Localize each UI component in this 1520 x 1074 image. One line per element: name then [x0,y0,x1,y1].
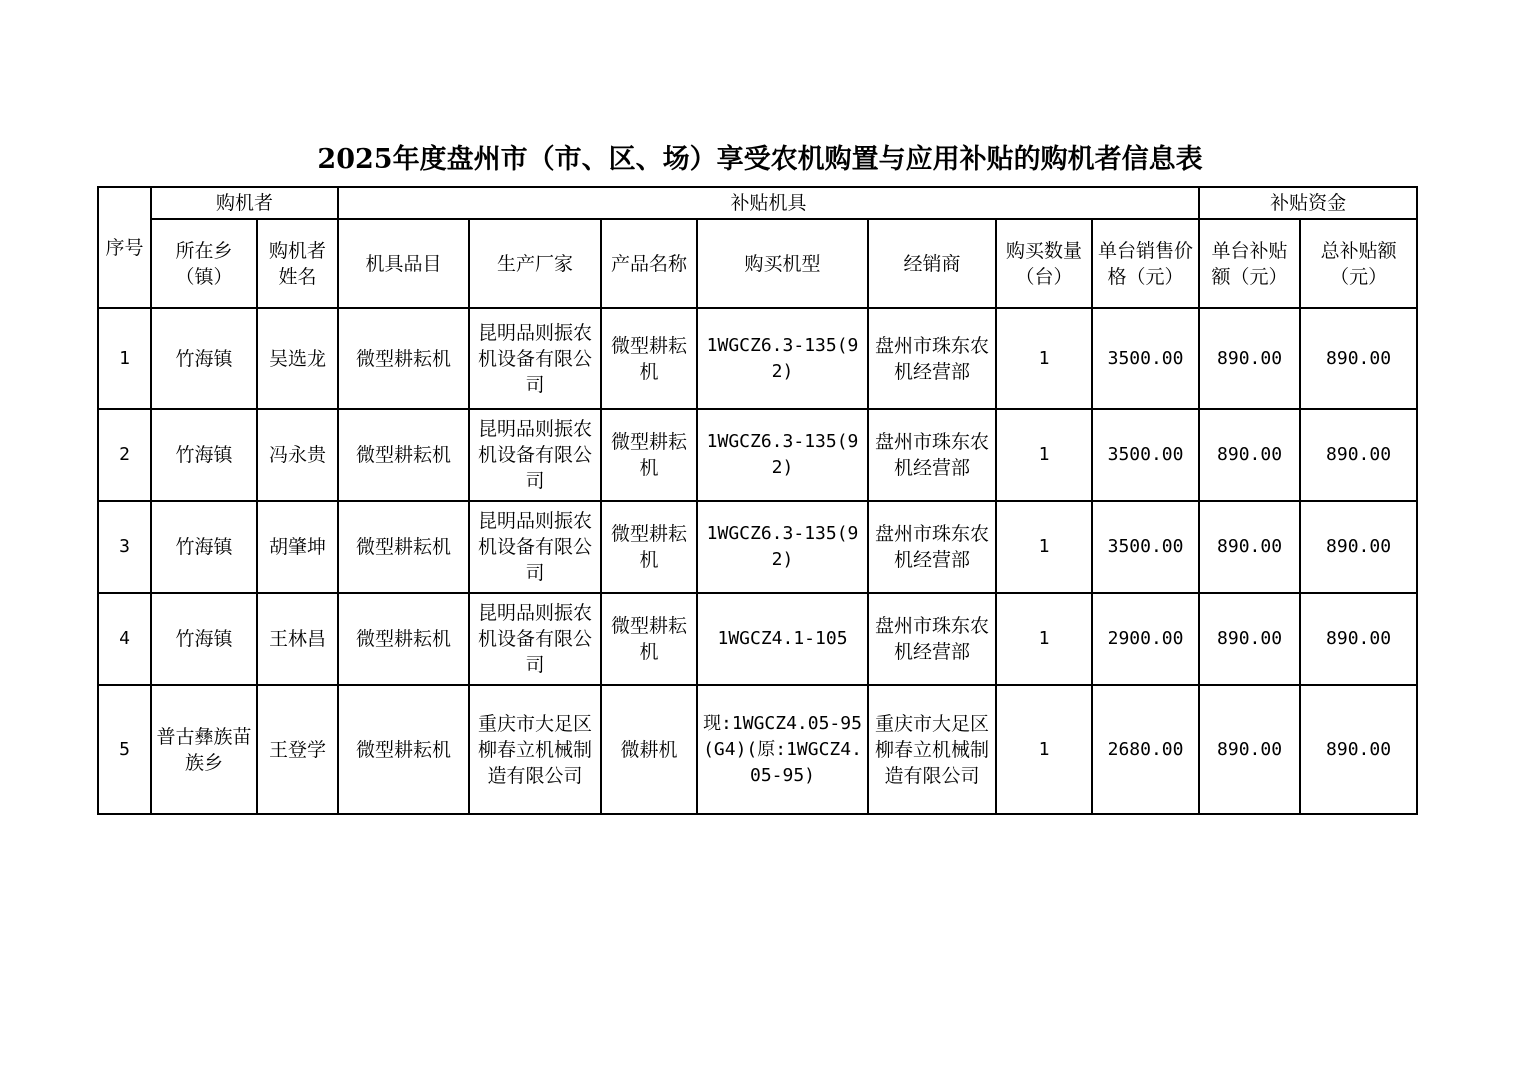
cell-dealer: 盘州市珠东农机经营部 [868,501,996,593]
cell-quantity: 1 [996,593,1092,685]
cell-buyer-name: 冯永贵 [257,409,338,501]
cell-product: 微型耕耘机 [601,308,697,409]
cell-unit-price: 3500.00 [1092,409,1199,501]
header-dealer: 经销商 [868,219,996,308]
header-total-subsidy: 总补贴额（元） [1300,219,1417,308]
cell-manufacturer: 昆明品则振农机设备有限公司 [469,409,601,501]
cell-unit-subsidy: 890.00 [1199,593,1300,685]
header-product: 产品名称 [601,219,697,308]
cell-buyer-name: 吴选龙 [257,308,338,409]
cell-model: 1WGCZ4.1-105 [697,593,868,685]
cell-model: 1WGCZ6.3-135(92) [697,409,868,501]
buyer-info-table [97,186,1418,815]
header-manufacturer: 生产厂家 [469,219,601,308]
cell-unit-subsidy: 890.00 [1199,501,1300,593]
cell-dealer: 盘州市珠东农机经营部 [868,593,996,685]
cell-total-subsidy: 890.00 [1300,685,1417,814]
table-row [98,593,1417,685]
cell-town: 竹海镇 [151,409,257,501]
cell-model: 1WGCZ6.3-135(92) [697,501,868,593]
header-row-columns [98,219,1417,308]
header-machine-group: 补贴机具 [338,187,1199,219]
header-model: 购买机型 [697,219,868,308]
cell-town: 普古彝族苗族乡 [151,685,257,814]
cell-total-subsidy: 890.00 [1300,501,1417,593]
header-category: 机具品目 [338,219,469,308]
cell-unit-subsidy: 890.00 [1199,409,1300,501]
header-row-group [98,187,1417,219]
cell-manufacturer: 昆明品则振农机设备有限公司 [469,308,601,409]
cell-model: 现:1WGCZ4.05-95(G4)(原:1WGCZ4.05-95) [697,685,868,814]
table-row [98,501,1417,593]
cell-buyer-name: 王登学 [257,685,338,814]
cell-model: 1WGCZ6.3-135(92) [697,308,868,409]
cell-quantity: 1 [996,685,1092,814]
table-row [98,685,1417,814]
cell-seq: 1 [98,308,151,409]
cell-category: 微型耕耘机 [338,685,469,814]
header-unit-price: 单台销售价格（元） [1092,219,1199,308]
header-buyer-group: 购机者 [151,187,338,219]
cell-product: 微耕机 [601,685,697,814]
cell-unit-subsidy: 890.00 [1199,308,1300,409]
cell-category: 微型耕耘机 [338,501,469,593]
header-town: 所在乡（镇） [151,219,257,308]
cell-manufacturer: 昆明品则振农机设备有限公司 [469,593,601,685]
cell-town: 竹海镇 [151,501,257,593]
cell-category: 微型耕耘机 [338,308,469,409]
cell-total-subsidy: 890.00 [1300,308,1417,409]
cell-unit-price: 2680.00 [1092,685,1199,814]
cell-quantity: 1 [996,308,1092,409]
cell-manufacturer: 昆明品则振农机设备有限公司 [469,501,601,593]
cell-product: 微型耕耘机 [601,593,697,685]
cell-quantity: 1 [996,409,1092,501]
cell-category: 微型耕耘机 [338,593,469,685]
cell-town: 竹海镇 [151,593,257,685]
cell-seq: 4 [98,593,151,685]
cell-dealer: 盘州市珠东农机经营部 [868,409,996,501]
cell-unit-price: 3500.00 [1092,501,1199,593]
cell-town: 竹海镇 [151,308,257,409]
header-quantity: 购买数量（台） [996,219,1092,308]
page-title: 2025年度盘州市（市、区、场）享受农机购置与应用补贴的购机者信息表 [317,144,1203,175]
table-row [98,308,1417,409]
cell-quantity: 1 [996,501,1092,593]
cell-seq: 5 [98,685,151,814]
cell-product: 微型耕耘机 [601,409,697,501]
cell-product: 微型耕耘机 [601,501,697,593]
table-row [98,409,1417,501]
cell-dealer: 重庆市大足区柳春立机械制造有限公司 [868,685,996,814]
cell-total-subsidy: 890.00 [1300,593,1417,685]
cell-unit-price: 2900.00 [1092,593,1199,685]
cell-seq: 3 [98,501,151,593]
cell-dealer: 盘州市珠东农机经营部 [868,308,996,409]
header-fund-group: 补贴资金 [1199,187,1417,219]
header-seq: 序号 [98,187,151,308]
cell-category: 微型耕耘机 [338,409,469,501]
cell-buyer-name: 王林昌 [257,593,338,685]
header-buyer-name: 购机者姓名 [257,219,338,308]
cell-seq: 2 [98,409,151,501]
cell-unit-subsidy: 890.00 [1199,685,1300,814]
cell-manufacturer: 重庆市大足区柳春立机械制造有限公司 [469,685,601,814]
cell-unit-price: 3500.00 [1092,308,1199,409]
cell-buyer-name: 胡肇坤 [257,501,338,593]
header-unit-subsidy: 单台补贴额（元） [1199,219,1300,308]
cell-total-subsidy: 890.00 [1300,409,1417,501]
